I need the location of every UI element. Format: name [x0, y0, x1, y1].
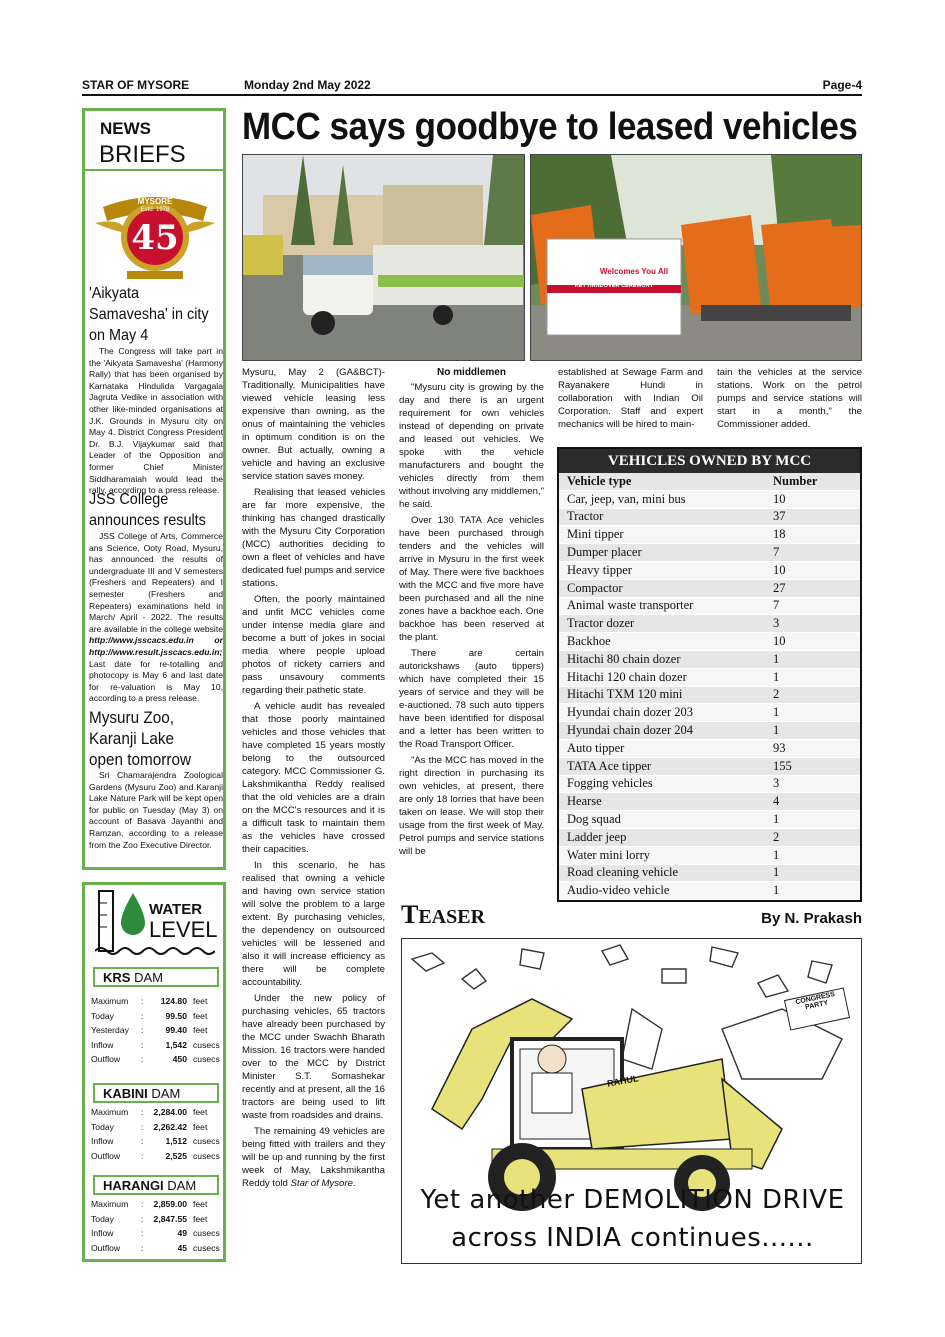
table-row	[559, 882, 860, 900]
table-row	[559, 811, 860, 829]
link-separator: or	[193, 635, 223, 646]
dam-row	[91, 1136, 221, 1151]
header-rule	[82, 94, 862, 96]
vehicle-count-cell: 1	[765, 722, 860, 740]
table-row	[559, 615, 860, 633]
vehicle-type-cell: Hearse	[559, 793, 765, 811]
dam-row-unit: feet	[193, 1025, 208, 1036]
vehicle-count-cell: 1	[765, 704, 860, 722]
dam-row-value: 2,284.00	[153, 1107, 187, 1117]
vehicle-type-cell: Tractor	[559, 508, 765, 526]
article-paragraph: Over 130 TATA Ace vehicles have been purchased through tenders and the vehicles will arrive in Mysuru in the first week of May. There were five backhoes with the MCC and five more have been purchased and all the nine zones have a backhoe each. One backhoe has been reserved at the plant.	[399, 515, 544, 643]
briefs-title-news: NEWS	[100, 119, 151, 138]
table-row	[559, 828, 860, 846]
dam-row-label: Maximum	[91, 1199, 129, 1209]
dam-row-unit: cusecs	[193, 1136, 220, 1147]
table-row	[559, 668, 860, 686]
article-paragraph: In this scenario, he has realised that owning a vehicle and having own service station will solve the problem to a large extent. By purchasing vehicles, the dependency on outsourced vehicles will be lessened and also it will increase efficiency as there will be complete accountability.	[242, 860, 385, 988]
dam-row-colon: :	[141, 1199, 144, 1209]
table-row	[559, 722, 860, 740]
dam-row-label: Outflow	[91, 1242, 121, 1253]
page-number: Page-4	[822, 78, 862, 92]
table-row	[559, 597, 860, 615]
brief-item-jss	[89, 489, 223, 705]
brief-title: Mysuru Zoo, Karanji Lake open tomorrow	[89, 708, 192, 769]
brief-body: The Congress will take part in the 'Aikyata Samavesha' (Harmony Rally) that has been organised by Karnataka Hindulida Vargagala Jagruta Vedike in association with other like-minded organisations at J.K. Grounds in Mysuru city on May 4. District Congress President Dr. B.J. Vijaykumar said that Leader of the Opposition and former Chief Minister Siddharamaiah would lead the rally, according to a press release.	[89, 346, 223, 496]
dam-name: DAM	[134, 970, 163, 985]
table-row	[559, 579, 860, 597]
dam-row-colon: :	[141, 1136, 144, 1147]
article-paragraph: "Mysuru city is growing by the day and there is an urgent requirement for own vehicles instead of depending on private and leased out vehicles. We spoke with the vehicle manufacturers and bought the vehicles directly from them without involving any middlemen," he said.	[399, 382, 544, 510]
vehicle-count-cell: 155	[765, 757, 860, 775]
vehicle-type-cell: Road cleaning vehicle	[559, 864, 765, 882]
vehicle-type-cell: Compactor	[559, 579, 765, 597]
dam-row-unit: cusecs	[193, 1039, 220, 1050]
brief-title: 'Aikyata Samavesha' in city on May 4	[89, 285, 209, 344]
dam-row-unit: cusecs	[193, 1242, 220, 1253]
table-row	[559, 704, 860, 722]
dam-row-colon: :	[141, 1228, 144, 1239]
vehicle-count-cell: 2	[765, 686, 860, 704]
article-paragraph: tain the vehicles at the service stations. Work on the petrol pumps and service stations will start in a month," the Commissioner added.	[717, 367, 862, 430]
dam-row-unit: cusecs	[193, 1228, 220, 1239]
briefs-divider	[85, 169, 223, 171]
vehicle-count-cell: 37	[765, 508, 860, 526]
teaser-title	[401, 900, 485, 930]
teaser-title-rest: EASER	[418, 906, 486, 928]
dam-row-label: Today	[91, 1213, 114, 1224]
dam-row-value: 99.40	[165, 1025, 187, 1036]
vehicle-count-cell: 1	[765, 811, 860, 829]
dam-row	[91, 1214, 221, 1229]
vehicle-type-cell: Hitachi 120 chain dozer	[559, 668, 765, 686]
logo-estd: Estd. 1978	[140, 207, 170, 213]
news-briefs-box	[82, 108, 226, 870]
logo-text: STAR OF MYSORE	[137, 188, 173, 206]
vehicle-count-cell: 1	[765, 650, 860, 668]
vehicle-count-cell: 3	[765, 775, 860, 793]
table-row	[559, 793, 860, 811]
dam-row-value: 2,262.42	[153, 1121, 187, 1132]
table-row	[559, 561, 860, 579]
brief-body: Sri Chamarajendra Zoological Gardens (Mysuru Zoo) and Karanji Lake Nature Park will be kept open for public on Tuesday (May 3) on account of Basava Jayanthi and Ramzan, according to a release from the Zoo Executive Director.	[89, 770, 223, 850]
vehicle-count-cell: 27	[765, 579, 860, 597]
cartoon-drawing	[402, 939, 862, 1264]
dam-row	[91, 1122, 221, 1137]
dam-row-label: Yesterday	[91, 1025, 129, 1036]
dam-row	[91, 1199, 221, 1214]
newspaper-name: Star of Mysore	[290, 1178, 353, 1189]
vehicle-type-cell: TATA Ace tipper	[559, 757, 765, 775]
dam-row-value: 1,542	[165, 1039, 187, 1050]
dam-row-colon: :	[141, 1150, 144, 1161]
brief-body: JSS College of Arts, Commerce ans Science, Ooty Road, Mysuru, has announced the results of undergraduate III and V semesters (Freshers and Repeaters) and I semester (Freshers and Repeaters) examinations held in March/ April - 2022. The results are available in the college website	[89, 531, 223, 634]
jss-link-1[interactable]: http://www.jsscacs.edu.in	[89, 635, 194, 646]
vehicle-count-cell: 10	[765, 633, 860, 651]
dam-row-colon: :	[141, 1121, 144, 1132]
dam-row-unit: feet	[193, 1107, 208, 1117]
vehicle-type-cell: Fogging vehicles	[559, 775, 765, 793]
table-row	[559, 739, 860, 757]
dam-row-unit: feet	[193, 1121, 208, 1132]
machine-label: RAHUL	[606, 1073, 640, 1089]
teaser-title-initial: T	[401, 900, 419, 929]
briefs-title-briefs: BRIEFS	[99, 141, 186, 168]
vehicle-type-cell: Hyundai chain dozer 204	[559, 722, 765, 740]
vehicles-table-body	[559, 473, 860, 900]
cartoon-caption-line1: Yet another DEMOLITION DRIVE	[420, 1185, 845, 1215]
dam-row-colon: :	[141, 1039, 144, 1050]
brief-body-end: Last date for re-totalling and photocopy is May 6 and last date for re-valuation is May 10, according to a press release.	[89, 658, 223, 704]
brief-item-aikyata	[89, 283, 223, 497]
dam-row	[91, 1040, 221, 1055]
column-header: Vehicle type	[559, 473, 765, 490]
backhoe-handover-photo	[530, 154, 862, 361]
dam-row-value: 124.80	[160, 996, 187, 1006]
dam-row-colon: :	[141, 1054, 144, 1065]
dam-row	[91, 1054, 221, 1069]
dam-row-label: Inflow	[91, 1039, 114, 1050]
column-header: Number	[765, 473, 860, 490]
table-row	[559, 846, 860, 864]
vehicle-count-cell: 10	[765, 490, 860, 508]
vehicle-count-cell: 1	[765, 668, 860, 686]
vehicle-type-cell: Dog squad	[559, 811, 765, 829]
vehicle-count-cell: 1	[765, 864, 860, 882]
dam-row-value: 2,525	[165, 1150, 187, 1161]
vehicle-type-cell: Backhoe	[559, 633, 765, 651]
article-paragraph: established at Sewage Farm and Rayanakere Hundi in collaboration with Indian Oil Corporation. Staff and expert mechanics will be hired to main-	[558, 367, 703, 430]
article-paragraph: Mysuru, May 2 (GA&BCT)- Traditionally, Municipalities have viewed vehicle leasing less expensive than owning, as the onus of maintaining the vehicles in optimum condition is on the owner. But actually, owning a vehicle and having an exclusive service station saves money.	[242, 367, 385, 482]
dam-row-label: Maximum	[91, 996, 129, 1006]
article-paragraph: Realising that leased vehicles are far more expensive, the thinking has changed drastically with the Mysuru City Corporation (MCC) authorities deciding to own a fleet of vehicles and have dedicated fuel pumps and service stations.	[242, 487, 385, 589]
dam-row-value: 2,847.55	[153, 1213, 187, 1224]
cartoon-byline: By N. Prakash	[761, 910, 862, 927]
dam-row-colon: :	[141, 1010, 144, 1021]
brief-title: JSS College announces results	[89, 491, 206, 529]
svg-text:45: 45	[131, 218, 179, 258]
dam-row-colon: :	[141, 1213, 144, 1224]
dam-row-value: 2,859.00	[153, 1199, 187, 1209]
dam-row	[91, 1243, 221, 1258]
vehicle-type-cell: Tractor dozer	[559, 615, 765, 633]
table-title: VEHICLES OWNED BY MCC	[559, 449, 860, 473]
table-header-row	[559, 473, 860, 490]
congress-sign: CONGRESS PARTY	[794, 990, 836, 1012]
vehicle-type-cell: Mini tipper	[559, 526, 765, 544]
article-column-3	[558, 366, 703, 434]
dam-row	[91, 1151, 221, 1166]
table-row	[559, 757, 860, 775]
dam-row-label: Today	[91, 1010, 114, 1021]
dam-row-unit: cusecs	[193, 1054, 220, 1065]
article-column-1	[242, 366, 385, 1193]
dam-row-colon: :	[141, 1242, 144, 1253]
dam-row-colon: :	[141, 1025, 144, 1036]
dam-row-label: Inflow	[91, 1228, 114, 1239]
dam-row	[91, 1025, 221, 1040]
article-column-2	[399, 366, 544, 861]
dam-row-unit: cusecs	[193, 1150, 220, 1161]
jss-link-2[interactable]: http://www.result.jsscacs.edu.in;	[89, 646, 223, 657]
vehicle-type-cell: Ladder jeep	[559, 828, 765, 846]
level-title: LEVEL	[149, 917, 218, 942]
table-row	[559, 864, 860, 882]
vehicle-count-cell: 2	[765, 828, 860, 846]
vehicle-count-cell: 1	[765, 882, 860, 900]
vehicle-count-cell: 7	[765, 544, 860, 562]
dam-row	[91, 1228, 221, 1243]
table-row	[559, 775, 860, 793]
dam-row-value: 45	[177, 1242, 187, 1253]
vehicle-type-cell: Audio-video vehicle	[559, 882, 765, 900]
table-row	[559, 650, 860, 668]
dam-row	[91, 1011, 221, 1026]
dam-row-value: 1,512	[165, 1136, 187, 1147]
headline: MCC says goodbye to leased vehicles	[242, 106, 858, 148]
vehicle-count-cell: 1	[765, 846, 860, 864]
table-row	[559, 686, 860, 704]
dam-name-bold: KRS	[103, 970, 131, 985]
vehicle-type-cell: Animal waste transporter	[559, 597, 765, 615]
tata-ace-trucks-photo	[242, 154, 525, 361]
dam-name: DAM	[151, 1086, 181, 1101]
dam-row-label: Outflow	[91, 1150, 121, 1161]
dam-row-label: Today	[91, 1121, 114, 1132]
vehicle-type-cell: Hitachi 80 chain dozer	[559, 650, 765, 668]
harangi-dam-table	[91, 1199, 221, 1257]
article-paragraph: There are certain autorickshaws (auto tippers) which have completed their 15 years of service and they will be e-auctioned. 78 such auto tippers have been identified for disposal and a letter has been written to the Road Transport Officer.	[399, 648, 544, 750]
vehicle-count-cell: 18	[765, 526, 860, 544]
article-text: .	[352, 1178, 356, 1189]
banner-welcome: Welcomes You All	[599, 267, 669, 276]
kabini-dam-table	[91, 1107, 221, 1165]
vehicle-count-cell: 7	[765, 597, 860, 615]
vehicle-count-cell: 3	[765, 615, 860, 633]
article-text: The remaining 49 vehicles are being fitted with trailers and they will be up and running by the first week of May, Lakshmikantha Reddy told	[242, 1126, 385, 1189]
dam-row-value: 49	[177, 1228, 187, 1239]
water-level-box	[82, 882, 226, 1262]
vehicles-owned-table	[557, 447, 862, 902]
dam-row-unit: feet	[193, 1213, 208, 1224]
article-paragraph: "As the MCC has moved in the right direction in purchasing its own vehicles, at present, there are only 18 lorries that have been taken on lease. We will stop their usage from the first week of May. Petrol pumps and service stations will be	[399, 755, 544, 857]
dam-row-label: Outflow	[91, 1054, 121, 1065]
article-paragraph-last	[242, 1125, 385, 1190]
krs-dam-table	[91, 996, 221, 1069]
vehicle-type-cell: Hitachi TXM 120 mini	[559, 686, 765, 704]
dam-row	[91, 1107, 221, 1122]
dam-row	[91, 996, 221, 1011]
article-paragraph: Often, the poorly maintained and unfit MCC vehicles come under intense media glare and become a butt of jokes in social media where people upload photos of rickety carriers and pass unsavoury comments regarding their pathetic state.	[242, 594, 385, 696]
krs-dam-header	[93, 967, 219, 987]
vehicle-type-cell: Heavy tipper	[559, 561, 765, 579]
dam-row-value: 99.50	[165, 1010, 187, 1021]
vehicle-count-cell: 4	[765, 793, 860, 811]
brief-item-zoo	[89, 707, 223, 851]
article-paragraph: A vehicle audit has revealed that those poorly maintained vehicles and those vehicles that have completed 15 years mostly belong to the outsourced category. MCC Commissioner G. Lakshmikantha Reddy realised that the old vehicles are a drain on the MCC's resources and it is a difficult task to maintain them as the vehicles have crossed their capacities.	[242, 701, 385, 855]
dam-row-value: 450	[172, 1054, 187, 1065]
dam-row-colon: :	[141, 1107, 144, 1117]
vehicle-type-cell: Dumper placer	[559, 544, 765, 562]
cartoon-panel	[401, 938, 862, 1264]
issue-date: Monday 2nd May 2022	[244, 78, 371, 92]
vehicle-count-cell: 93	[765, 739, 860, 757]
dam-name-bold: KABINI	[103, 1086, 148, 1101]
banner-ceremony: KEY HANDOVER CEREMONY	[574, 283, 654, 289]
dam-name: DAM	[167, 1178, 197, 1193]
dam-row-unit: feet	[193, 996, 208, 1006]
article-column-4	[717, 366, 862, 434]
table-row	[559, 544, 860, 562]
star-of-mysore-45-logo	[93, 177, 217, 283]
dam-row-label: Maximum	[91, 1107, 129, 1117]
vehicle-type-cell: Car, jeep, van, mini bus	[559, 490, 765, 508]
dam-row-unit: feet	[193, 1010, 208, 1021]
article-paragraph: Under the new policy of purchasing vehicles, 65 tractors have already been purchased by the MCC under Swachh Bharath Mission. 16 tractors were handed over to the MCC by District Minister S.T. Somashekar recently and at present, all the 16 tractors are being used to lift waste from roadsides and drains.	[242, 993, 385, 1121]
table-row	[559, 633, 860, 651]
water-title: WATER	[149, 901, 203, 918]
vehicle-type-cell: Water mini lorry	[559, 846, 765, 864]
dam-row-label: Inflow	[91, 1136, 114, 1147]
table-row	[559, 526, 860, 544]
vehicle-type-cell: Hyundai chain dozer 203	[559, 704, 765, 722]
subheading-no-middlemen: No middlemen	[437, 367, 506, 378]
harangi-dam-header	[93, 1175, 219, 1195]
vehicle-count-cell: 10	[765, 561, 860, 579]
cartoon-caption-line2: across INDIA continues......	[451, 1223, 814, 1253]
vehicle-type-cell: Auto tipper	[559, 739, 765, 757]
dam-row-colon: :	[141, 996, 144, 1006]
dam-row-unit: feet	[193, 1199, 208, 1209]
table-row	[559, 508, 860, 526]
kabini-dam-header	[93, 1083, 219, 1103]
table-row	[559, 490, 860, 508]
paper-name: STAR OF MYSORE	[82, 78, 190, 92]
dam-name-bold: HARANGI	[103, 1178, 164, 1193]
